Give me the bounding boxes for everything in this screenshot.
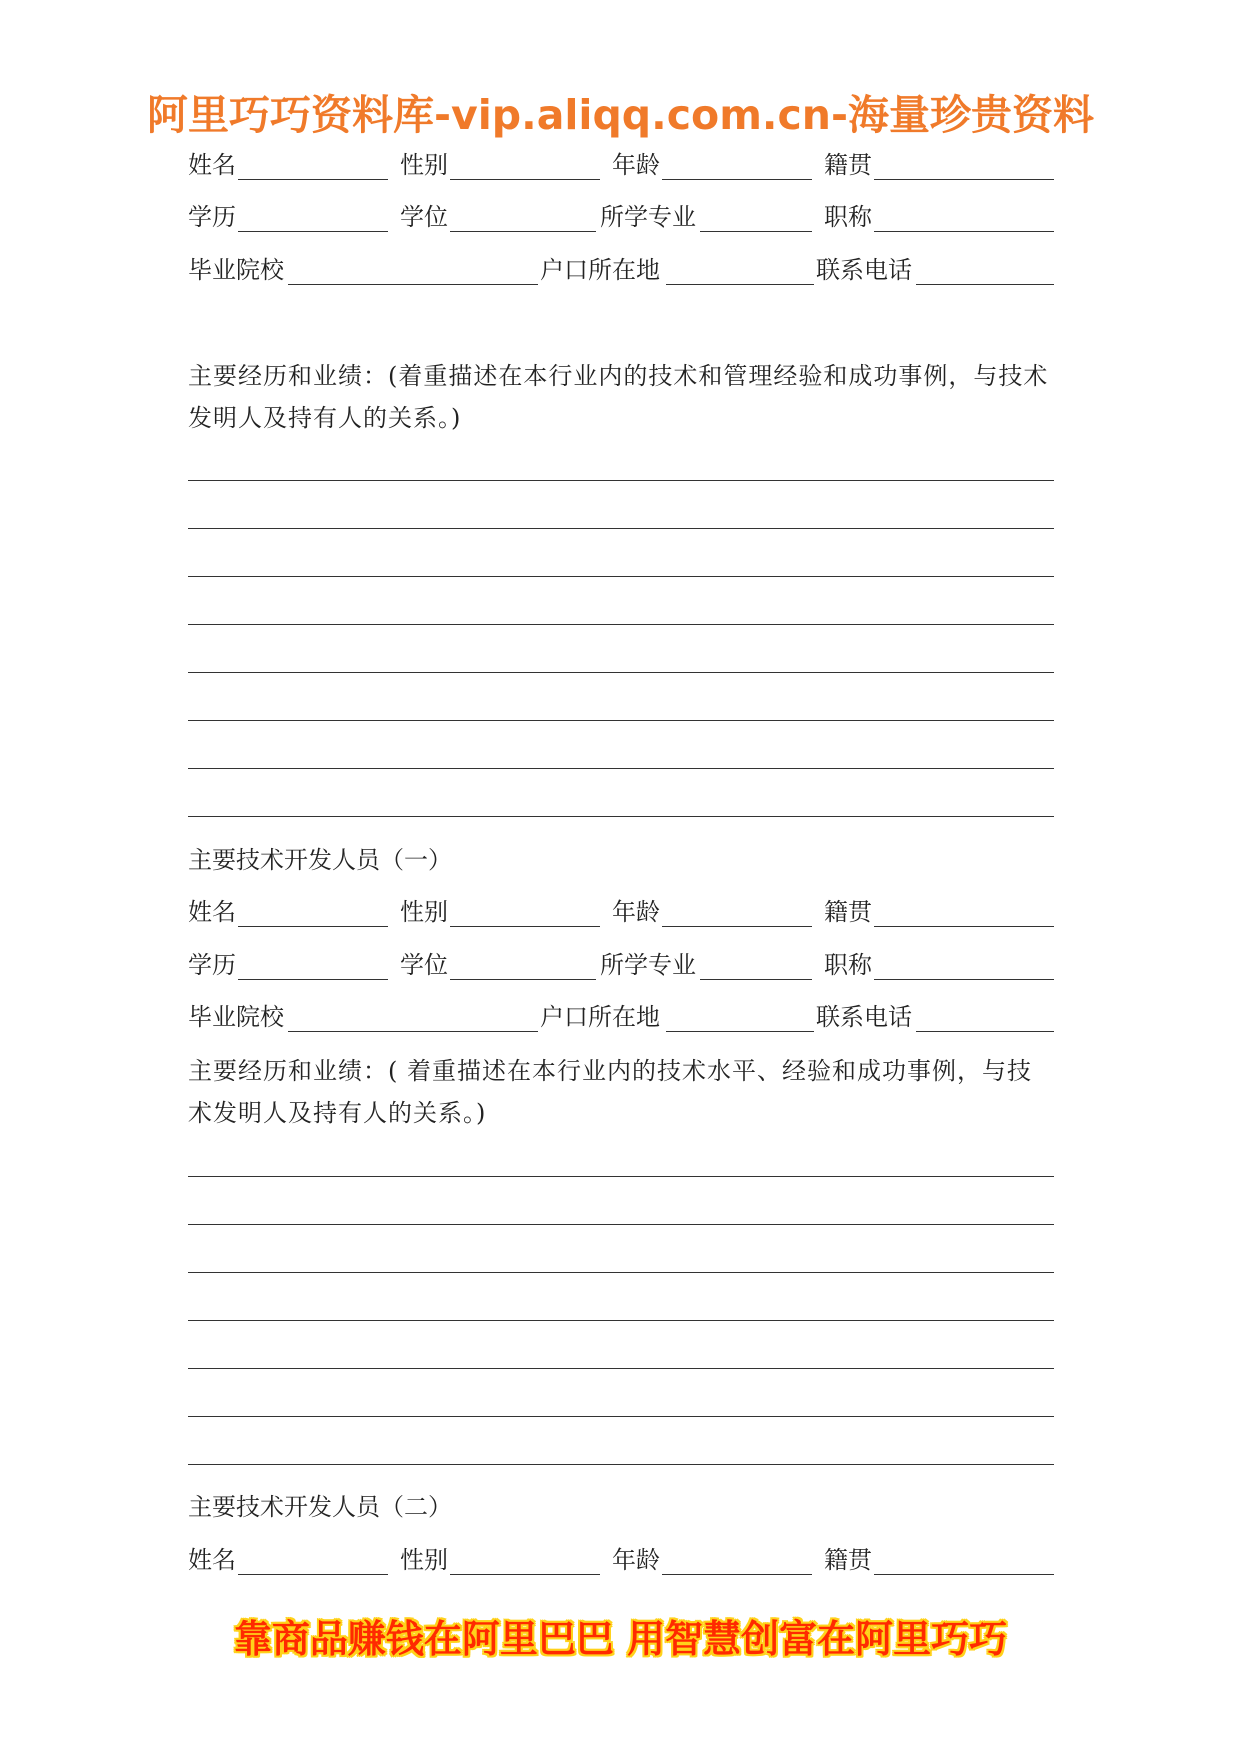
field-major[interactable] [700,200,812,232]
writing-line[interactable] [188,528,1054,529]
label-native-place: 籍贯 [824,1546,872,1574]
label-native-place: 籍贯 [824,898,872,926]
label-age: 年龄 [612,151,660,179]
field-degree[interactable] [450,948,596,980]
writing-line[interactable] [188,480,1054,481]
field-household[interactable] [666,253,814,285]
field-gender[interactable] [450,1543,600,1575]
field-name[interactable] [238,148,388,180]
field-phone[interactable] [916,253,1054,285]
label-title: 职称 [824,951,872,979]
form-row-education-2 [188,948,1054,982]
label-name: 姓名 [188,1546,236,1574]
form-row-basic-3 [188,1543,1054,1577]
writing-line[interactable] [188,816,1054,817]
field-native-place[interactable] [874,895,1054,927]
writing-line[interactable] [188,1464,1054,1465]
field-education[interactable] [238,200,388,232]
section-heading-developer-2: 主要技术开发人员（二） [188,1493,452,1521]
label-age: 年龄 [612,1546,660,1574]
label-phone: 联系电话 [816,1003,912,1031]
field-title[interactable] [874,200,1054,232]
label-name: 姓名 [188,151,236,179]
writing-line[interactable] [188,1320,1054,1321]
label-gender: 性别 [400,1546,448,1574]
label-age: 年龄 [612,898,660,926]
field-household[interactable] [666,1000,814,1032]
label-household: 户口所在地 [540,1003,660,1031]
label-school: 毕业院校 [188,256,284,284]
footer-banner: 靠商品赚钱在阿里巴巴 用智慧创富在阿里巧巧 [233,1617,1008,1661]
field-age[interactable] [662,148,812,180]
field-school[interactable] [288,1000,538,1032]
form-row-contact-2 [188,1000,1054,1034]
field-native-place[interactable] [874,1543,1054,1575]
form-row-education-1 [188,200,1054,234]
field-degree[interactable] [450,200,596,232]
label-gender: 性别 [400,151,448,179]
field-education[interactable] [238,948,388,980]
field-major[interactable] [700,948,812,980]
label-household: 户口所在地 [540,256,660,284]
form-row-basic-1 [188,148,1054,182]
writing-line[interactable] [188,1368,1054,1369]
form-row-basic-2 [188,895,1054,929]
writing-line[interactable] [188,1272,1054,1273]
label-education: 学历 [188,951,236,979]
experience-instructions-2: 主要经历和业绩：( 着重描述在本行业内的技术水平、经验和成功事例，与技术发明人及持有人的关系。) [188,1057,1032,1127]
field-title[interactable] [874,948,1054,980]
label-major: 所学专业 [600,203,696,231]
field-name[interactable] [238,1543,388,1575]
label-degree: 学位 [400,203,448,231]
section-heading-developer-1: 主要技术开发人员（一） [188,846,452,874]
field-age[interactable] [662,1543,812,1575]
label-phone: 联系电话 [816,256,912,284]
field-name[interactable] [238,895,388,927]
header-banner: 阿里巧巧资料库-vip.aliqq.com.cn-海量珍贵资料 [146,91,1095,139]
field-gender[interactable] [450,148,600,180]
label-name: 姓名 [188,898,236,926]
field-age[interactable] [662,895,812,927]
experience-instructions-1: 主要经历和业绩：(着重描述在本行业内的技术和管理经验和成功事例，与技术发明人及持有人的关系。) [188,362,1049,432]
label-education: 学历 [188,203,236,231]
form-row-contact-1 [188,253,1054,287]
label-school: 毕业院校 [188,1003,284,1031]
writing-line[interactable] [188,672,1054,673]
label-degree: 学位 [400,951,448,979]
writing-line[interactable] [188,1416,1054,1417]
writing-line[interactable] [188,576,1054,577]
writing-line[interactable] [188,768,1054,769]
label-title: 职称 [824,203,872,231]
field-phone[interactable] [916,1000,1054,1032]
writing-line[interactable] [188,1176,1054,1177]
writing-line[interactable] [188,624,1054,625]
field-school[interactable] [288,253,538,285]
writing-line[interactable] [188,1224,1054,1225]
field-native-place[interactable] [874,148,1054,180]
field-gender[interactable] [450,895,600,927]
label-major: 所学专业 [600,951,696,979]
label-gender: 性别 [400,898,448,926]
label-native-place: 籍贯 [824,151,872,179]
writing-line[interactable] [188,720,1054,721]
